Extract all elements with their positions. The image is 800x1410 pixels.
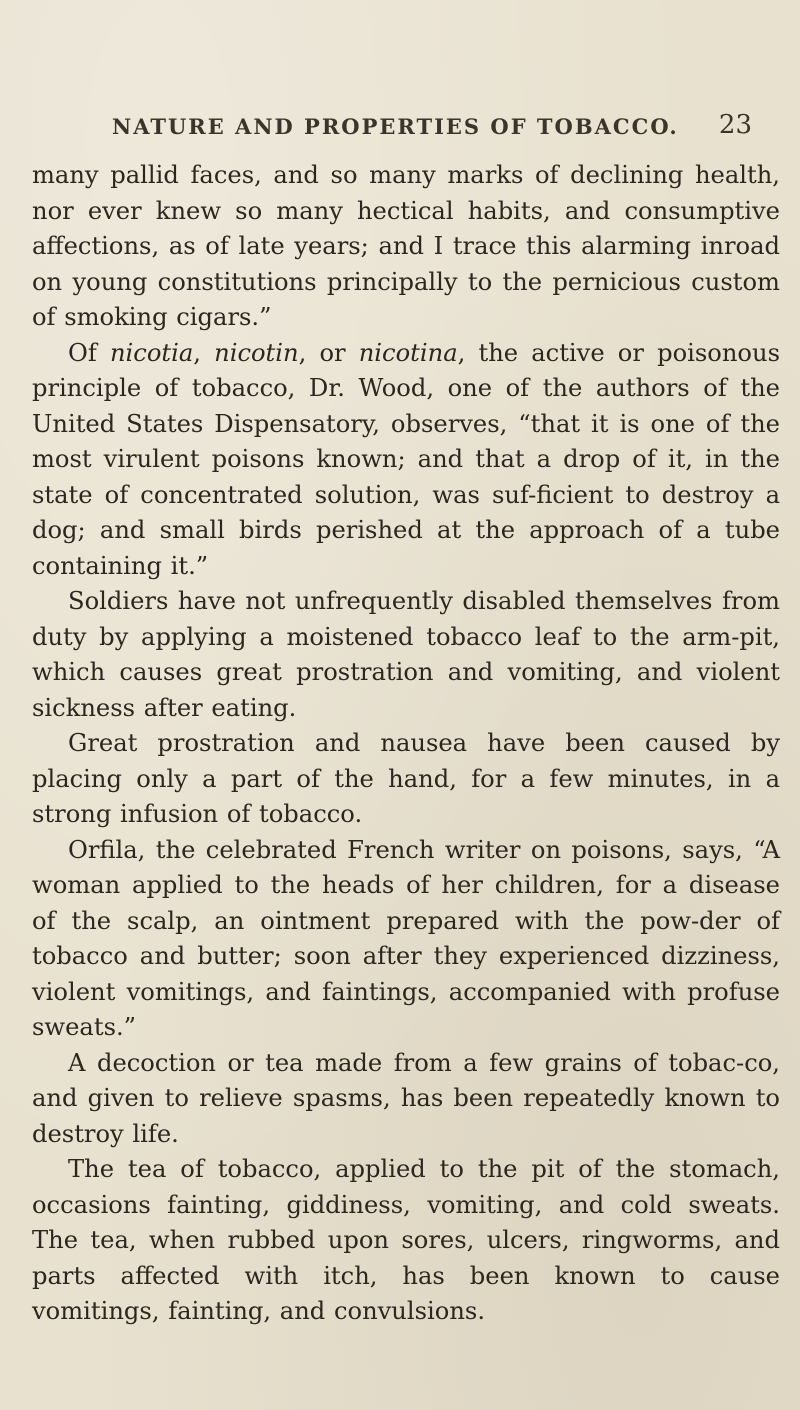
paragraph-2-text: , the active or poisonous principle of tobacco, Dr. Wood, one of the authors of the United States Dispensatory, observes, “that it is one of the most virulent poisons known; and that a drop of it, in the state of concentrated solution, was suf-ficient to destroy a dog; and small birds perished at the approach of a tube containing it.” [32, 338, 780, 580]
paragraph-2-text: Of [68, 338, 110, 367]
running-head: NATURE AND PROPERTIES OF TOBACCO. [112, 114, 679, 139]
paragraph-1-text: many pallid faces, and so many marks of declining health, nor ever knew so many hectical habits, and consumptive affections, as of late years; and I trace this alarming inroad on young constitutions principally to the pernicious custom of smoking cigars.” [32, 161, 780, 331]
body-text [32, 158, 780, 1330]
italic-term-nicotina: nicotina [358, 338, 458, 367]
paragraph-3 [32, 584, 780, 726]
page-number: 23 [718, 110, 752, 140]
italic-term-nicotin: nicotin [214, 338, 299, 367]
paragraph-4-text: Great prostration and nausea have been caused by placing only a part of the hand, for a few minutes, in a strong infusion of tobacco. [32, 729, 780, 828]
paragraph-2-text: , [193, 338, 215, 367]
paragraph-2 [32, 336, 780, 585]
paragraph-7-text: The tea of tobacco, applied to the pit of the stomach, occasions fainting, giddiness, vomiting, and cold sweats. The tea, when rubbed upon sores, ulcers, ringworms, and parts affected with itch, has been known to cause vomitings, fainting, and convulsions. [32, 1155, 780, 1325]
paragraph-3-text: Soldiers have not unfrequently disabled themselves from duty by applying a moistened tobacco leaf to the arm-pit, which causes great prostration and vomiting, and violent sickness after eating. [32, 587, 780, 722]
paragraph-6 [32, 1046, 780, 1153]
paragraph-4 [32, 726, 780, 833]
paragraph-6-text: A decoction or tea made from a few grains of tobac-co, and given to relieve spasms, has been repeatedly known to destroy life. [32, 1048, 780, 1148]
paragraph-1 [32, 158, 780, 336]
paragraph-5-text: Orfila, the celebrated French writer on poisons, says, “A woman applied to the heads of her children, for a disease of the scalp, an ointment prepared with the pow-der of tobacco and butter; soon after they experienced dizziness, violent vomitings, and faintings, accompanied with profuse sweats.” [32, 835, 780, 1041]
italic-term-nicotia: nicotia [109, 338, 194, 367]
paragraph-7 [32, 1152, 780, 1330]
paragraph-5 [32, 833, 780, 1046]
paragraph-2-text: , or [298, 338, 359, 367]
page-header [30, 108, 800, 142]
